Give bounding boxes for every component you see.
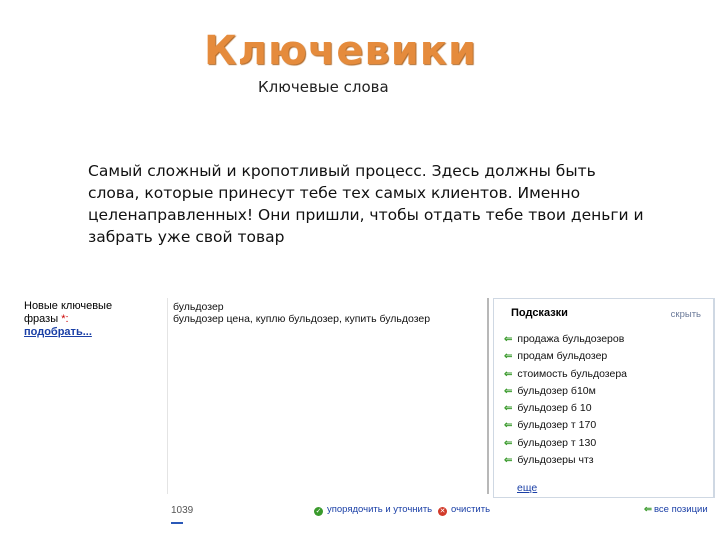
new-keywords-label-line1: Новые ключевые <box>24 300 113 312</box>
keyword-line: бульдозер цена, куплю бульдозер, купить бульдозер <box>173 313 431 325</box>
arrow-left-icon: ⇐ <box>504 385 513 397</box>
slide-body-text: Самый сложный и кропотливый процесс. Здесь должны быть слова, которые принесут тебе тех самых клиентов. Именно целенаправленных! Они пришли, чтобы отдать тебе твои деньги и забрать уже свой товар <box>88 162 644 246</box>
hint-item[interactable]: ⇐ продажа бульдозеров <box>504 333 625 345</box>
slide-subtitle: Ключевые слова <box>258 78 389 96</box>
arrow-left-icon: ⇐ <box>504 420 513 432</box>
hints-list <box>504 331 627 469</box>
arrow-left-icon: ⇐ <box>504 368 513 380</box>
add-all-button[interactable] <box>644 504 708 515</box>
arrow-left-icon: ⇐ <box>504 334 513 345</box>
new-keywords-label-line2: фразы <box>24 313 59 325</box>
refine-button[interactable] <box>314 504 432 516</box>
hint-item[interactable]: ⇐ бульдозер т 130 <box>504 436 597 449</box>
refine-label: упорядочить и уточнить <box>327 504 433 515</box>
hints-more-link[interactable]: еще <box>517 482 538 494</box>
hint-item[interactable]: ⇐ бульдозер б10м <box>504 384 596 397</box>
arrow-left-icon: ⇐ <box>504 437 513 449</box>
hint-item[interactable]: ⇐ бульдозер т 170 <box>504 419 597 432</box>
keyword-count: 1039 <box>171 505 194 516</box>
add-all-label: все позиции <box>653 504 708 515</box>
clear-icon: ✕ <box>439 508 446 515</box>
keyword-line: бульдозер <box>173 301 224 313</box>
arrow-left-icon: ⇐ <box>504 351 513 363</box>
count-underline <box>171 522 183 524</box>
clear-button[interactable] <box>438 504 490 516</box>
clear-label: очистить <box>451 504 491 515</box>
hint-item[interactable]: ⇐ продам бульдозер <box>504 350 608 363</box>
check-icon: ✓ <box>315 508 322 515</box>
keyword-editor-screenshot <box>0 292 720 540</box>
new-keywords-label <box>24 300 134 339</box>
slide-title: Ключевики <box>204 28 477 74</box>
pick-keywords-link[interactable]: подобрать... <box>24 326 92 338</box>
hints-panel <box>493 298 715 498</box>
hints-title: Подсказки <box>511 307 568 319</box>
keywords-textarea[interactable] <box>167 298 489 494</box>
hint-item[interactable]: ⇐ бульдозер б 10 <box>504 402 592 415</box>
arrow-left-icon: ⇐ <box>644 504 652 515</box>
arrow-left-icon: ⇐ <box>504 455 513 467</box>
required-mark: *: <box>61 313 69 325</box>
arrow-left-icon: ⇐ <box>504 403 513 415</box>
hint-item[interactable]: ⇐ бульдозеры чтз <box>504 454 594 467</box>
hints-hide-link[interactable]: скрыть <box>670 309 701 320</box>
hint-item[interactable]: ⇐ стоимость бульдозера <box>504 367 628 380</box>
